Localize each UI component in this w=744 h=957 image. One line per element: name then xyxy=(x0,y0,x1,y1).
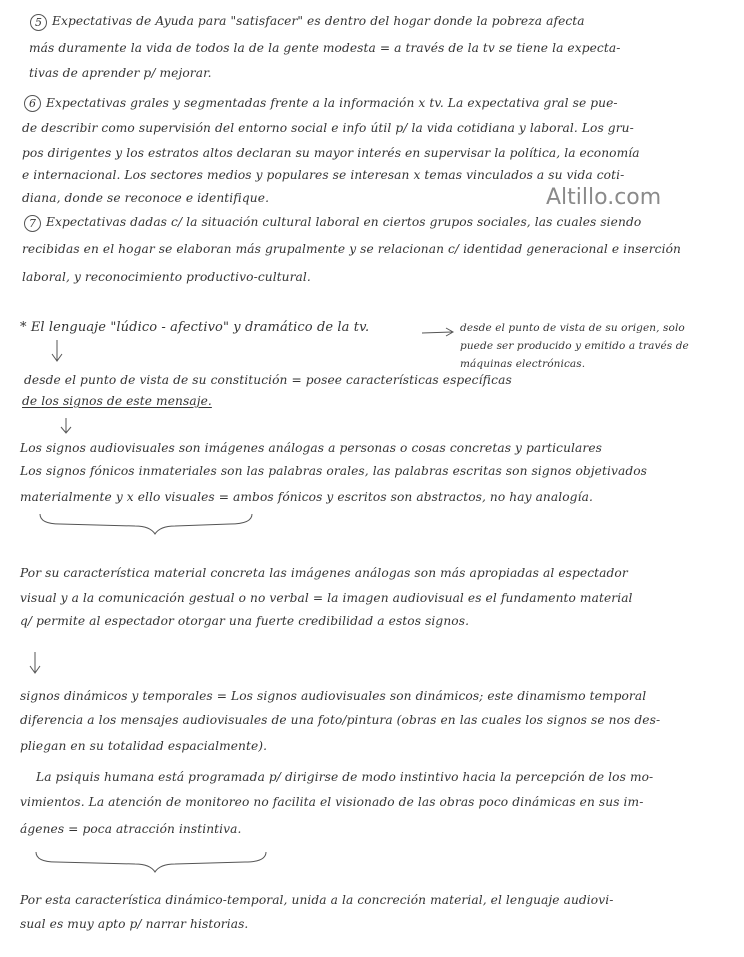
human-line-1: La psiquis humana está programada p/ dirigirse de modo instintivo hacia la percepción de los mo- xyxy=(36,770,654,784)
item-6-line-3: pos dirigentes y los estratos altos declaran su mayor interés en supervisar la política, la economía xyxy=(22,146,640,160)
section-heading: * El lenguaje "lúdico - afectivo" y dramático de la tv. xyxy=(20,320,370,335)
construction-line-2: de los signos de este mensaje. xyxy=(22,394,212,408)
side-arrow-icon xyxy=(422,332,452,333)
material-line-3: q/ permite al espectador otorgar una fuerte credibilidad a estos signos. xyxy=(20,614,470,628)
human-line-2: vimientos. La atención de monitoreo no facilita el visionado de las obras poco dinámicas en sus im- xyxy=(20,795,644,809)
item-6-line-1: Expectativas grales y segmentadas frente a la información x tv. La expectativa gral se pue- xyxy=(46,96,618,110)
brace-2-icon xyxy=(36,852,266,872)
human-line-3: ágenes = poca atracción instintiva. xyxy=(20,822,242,836)
item-7-line-1: Expectativas dadas c/ la situación cultural laboral en ciertos grupos sociales, las cuales siendo xyxy=(46,215,642,229)
conclusion-line-1: Por esta característica dinámico-temporal, unida a la concreción material, el lenguaje audiovi- xyxy=(20,893,614,907)
item-5-line-2: más duramente la vida de todos la de la gente modesta = a través de la tv se tiene la expecta- xyxy=(29,41,621,55)
signs-line-2: Los signos fónicos inmateriales son las palabras orales, las palabras escritas son signos objetivados xyxy=(20,464,648,478)
item-5-line-3: tivas de aprender p/ mejorar. xyxy=(29,66,212,80)
item-6-line-2: de describir como supervisión del entorno social e info útil p/ la vida cotidiana y laboral. Los gru- xyxy=(22,121,634,135)
brace-1-icon xyxy=(40,514,252,534)
item-number-7: 7 xyxy=(24,215,41,232)
item-number-5: 5 xyxy=(30,14,47,31)
item-6-line-5: diana, donde se reconoce e identifique. xyxy=(22,191,270,205)
conclusion-line-2: sual es muy apto p/ narrar historias. xyxy=(20,917,249,931)
signs-line-1: Los signos audiovisuales son imágenes análogas a personas o cosas concretas y particulares xyxy=(20,441,603,455)
dynamic-line-2: diferencia a los mensajes audiovisuales de una foto/pintura (obras en las cuales los signos se nos des- xyxy=(20,713,661,727)
item-6-line-4: e internacional. Los sectores medios y populares se interesan x temas vinculados a su vida coti- xyxy=(22,168,625,182)
item-7-line-2: recibidas en el hogar se elaboran más grupalmente y se relacionan c/ identidad generacional e inserción xyxy=(22,242,681,256)
dynamic-line-1: signos dinámicos y temporales = Los signos audiovisuales son dinámicos; este dinamismo temporal xyxy=(20,689,647,703)
material-line-2: visual y a la comunicación gestual o no verbal = la imagen audiovisual es el fundamento material xyxy=(20,591,633,605)
watermark-logo: Altillo.com xyxy=(546,185,662,210)
item-5-line-1: Expectativas de Ayuda para "satisfacer" es dentro del hogar donde la pobreza afecta xyxy=(52,14,585,28)
side-note-line-1: desde el punto de vista de su origen, solo xyxy=(460,322,685,334)
dynamic-line-3: pliegan en su totalidad espacialmente). xyxy=(20,739,268,753)
signs-line-3: materialmente y x ello visuales = ambos fónicos y escritos son abstractos, no hay analogía. xyxy=(20,490,593,504)
side-note-line-2: puede ser producido y emitido a través de xyxy=(460,340,689,352)
side-note-line-3: máquinas electrónicas. xyxy=(460,358,586,370)
item-number-6: 6 xyxy=(24,95,41,112)
material-line-1: Por su característica material concreta las imágenes análogas son más apropiadas al espectador xyxy=(20,566,628,580)
construction-line-1: desde el punto de vista de su constitución = posee características específicas xyxy=(24,373,512,387)
item-7-line-3: laboral, y reconocimiento productivo-cultural. xyxy=(22,270,311,284)
